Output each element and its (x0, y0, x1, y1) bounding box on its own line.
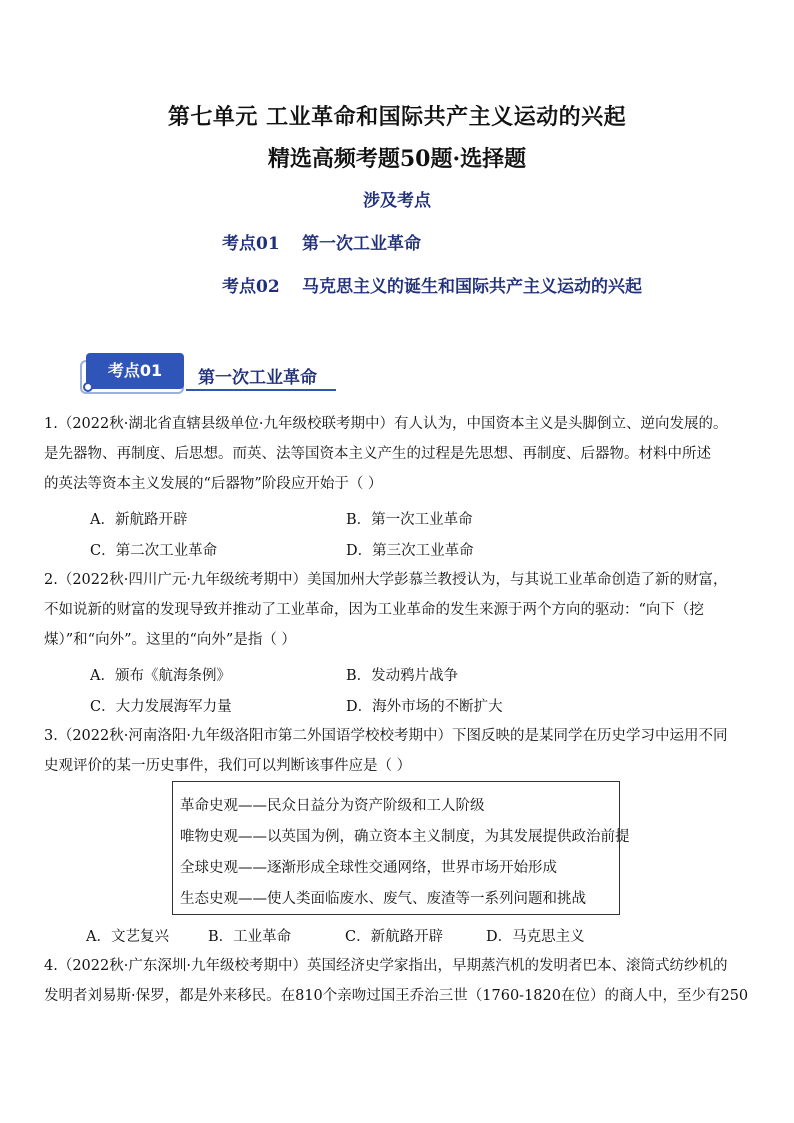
question-line: 是先器物、再制度、后思想。而英、法等国资本主义产生的过程是先思想、再制度、后器物。材料中所述 (44, 446, 711, 462)
exam-point-name: 马克思主义的诞生和国际共产主义运动的兴起 (302, 277, 642, 297)
exam-point-code: 考点01 (222, 234, 280, 254)
scope-heading: 涉及考点 (363, 191, 431, 211)
box-line: 革命史观——民众日益分为资产阶级和工人阶级 (180, 798, 485, 814)
section-underline (186, 389, 336, 391)
option-b: B．第一次工业革命 (346, 512, 473, 528)
exam-point-name: 第一次工业革命 (302, 234, 421, 254)
section-dot-icon (83, 382, 93, 392)
option-c: C．大力发展海军力量 (90, 699, 232, 715)
option-a: A．新航路开辟 (90, 512, 188, 528)
question-line: 史观评价的某一历史事件，我们可以判断该事件应是（ ） (44, 758, 412, 774)
option-d: D．第三次工业革命 (346, 543, 474, 559)
box-line: 唯物史观——以英国为例，确立资本主义制度，为其发展提供政治前提 (180, 829, 630, 845)
box-line: 全球史观——逐渐形成全球性交通网络，世界市场开始形成 (180, 860, 557, 876)
question-4-stem (44, 951, 750, 1011)
question-line: 1.（2022秋·湖北省直辖县级单位·九年级校联考期中）有人认为，中国资本主义是头脚倒立、逆向发展的。 (44, 416, 728, 432)
exam-point-2 (222, 272, 642, 297)
question-line: 的英法等资本主义发展的“后器物”阶段应开始于（ ） (44, 476, 383, 492)
option-d: D．海外市场的不断扩大 (346, 699, 503, 715)
box-line: 生态史观——使人类面临废水、废气、废渣等一系列问题和挑战 (180, 891, 586, 907)
option-a: A．文艺复兴 (86, 929, 169, 945)
question-line: 4.（2022秋·广东深圳·九年级校考期中）英国经济史学家指出，早期蒸汽机的发明者巴本、滚筒式纺纱机的 (44, 958, 728, 974)
document-title: 第七单元 工业革命和国际共产主义运动的兴起 (167, 104, 627, 130)
option-a: A．颁布《航海条例》 (90, 668, 231, 684)
option-d: D．马克思主义 (486, 929, 585, 945)
question-3-stem (44, 721, 750, 781)
section-tab-label: 考点01 (107, 361, 163, 380)
section-title: 第一次工业革命 (198, 368, 317, 388)
question-1-stem (44, 409, 750, 499)
question-2-stem (44, 565, 750, 655)
question-line: 发明者刘易斯·保罗，都是外来移民。在810个亲吻过国王乔治三世（1760-1820在位）的商人中，至少有250 (44, 988, 749, 1004)
option-c: C．第二次工业革命 (90, 543, 218, 559)
question-line: 3.（2022秋·河南洛阳·九年级洛阳市第二外国语学校校考期中）下图反映的是某同学在历史学习中运用不同 (44, 728, 728, 744)
option-c: C．新航路开辟 (345, 929, 444, 945)
option-b: B．发动鸦片战争 (346, 668, 459, 684)
option-b: B．工业革命 (208, 929, 292, 945)
document-subtitle: 精选高频考题50题·选择题 (267, 146, 527, 172)
question-line: 2.（2022秋·四川广元·九年级统考期中）美国加州大学彭慕兰教授认为，与其说工业革命创造了新的财富， (44, 572, 728, 588)
exam-point-1 (222, 229, 421, 254)
question-line: 不如说新的财富的发现导致并推动了工业革命，因为工业革命的发生来源于两个方向的驱动：“向下（挖 (44, 602, 704, 618)
exam-point-code: 考点02 (222, 277, 280, 297)
question-line: 煤）”和“向外”。这里的“向外”是指（ ） (44, 632, 296, 648)
